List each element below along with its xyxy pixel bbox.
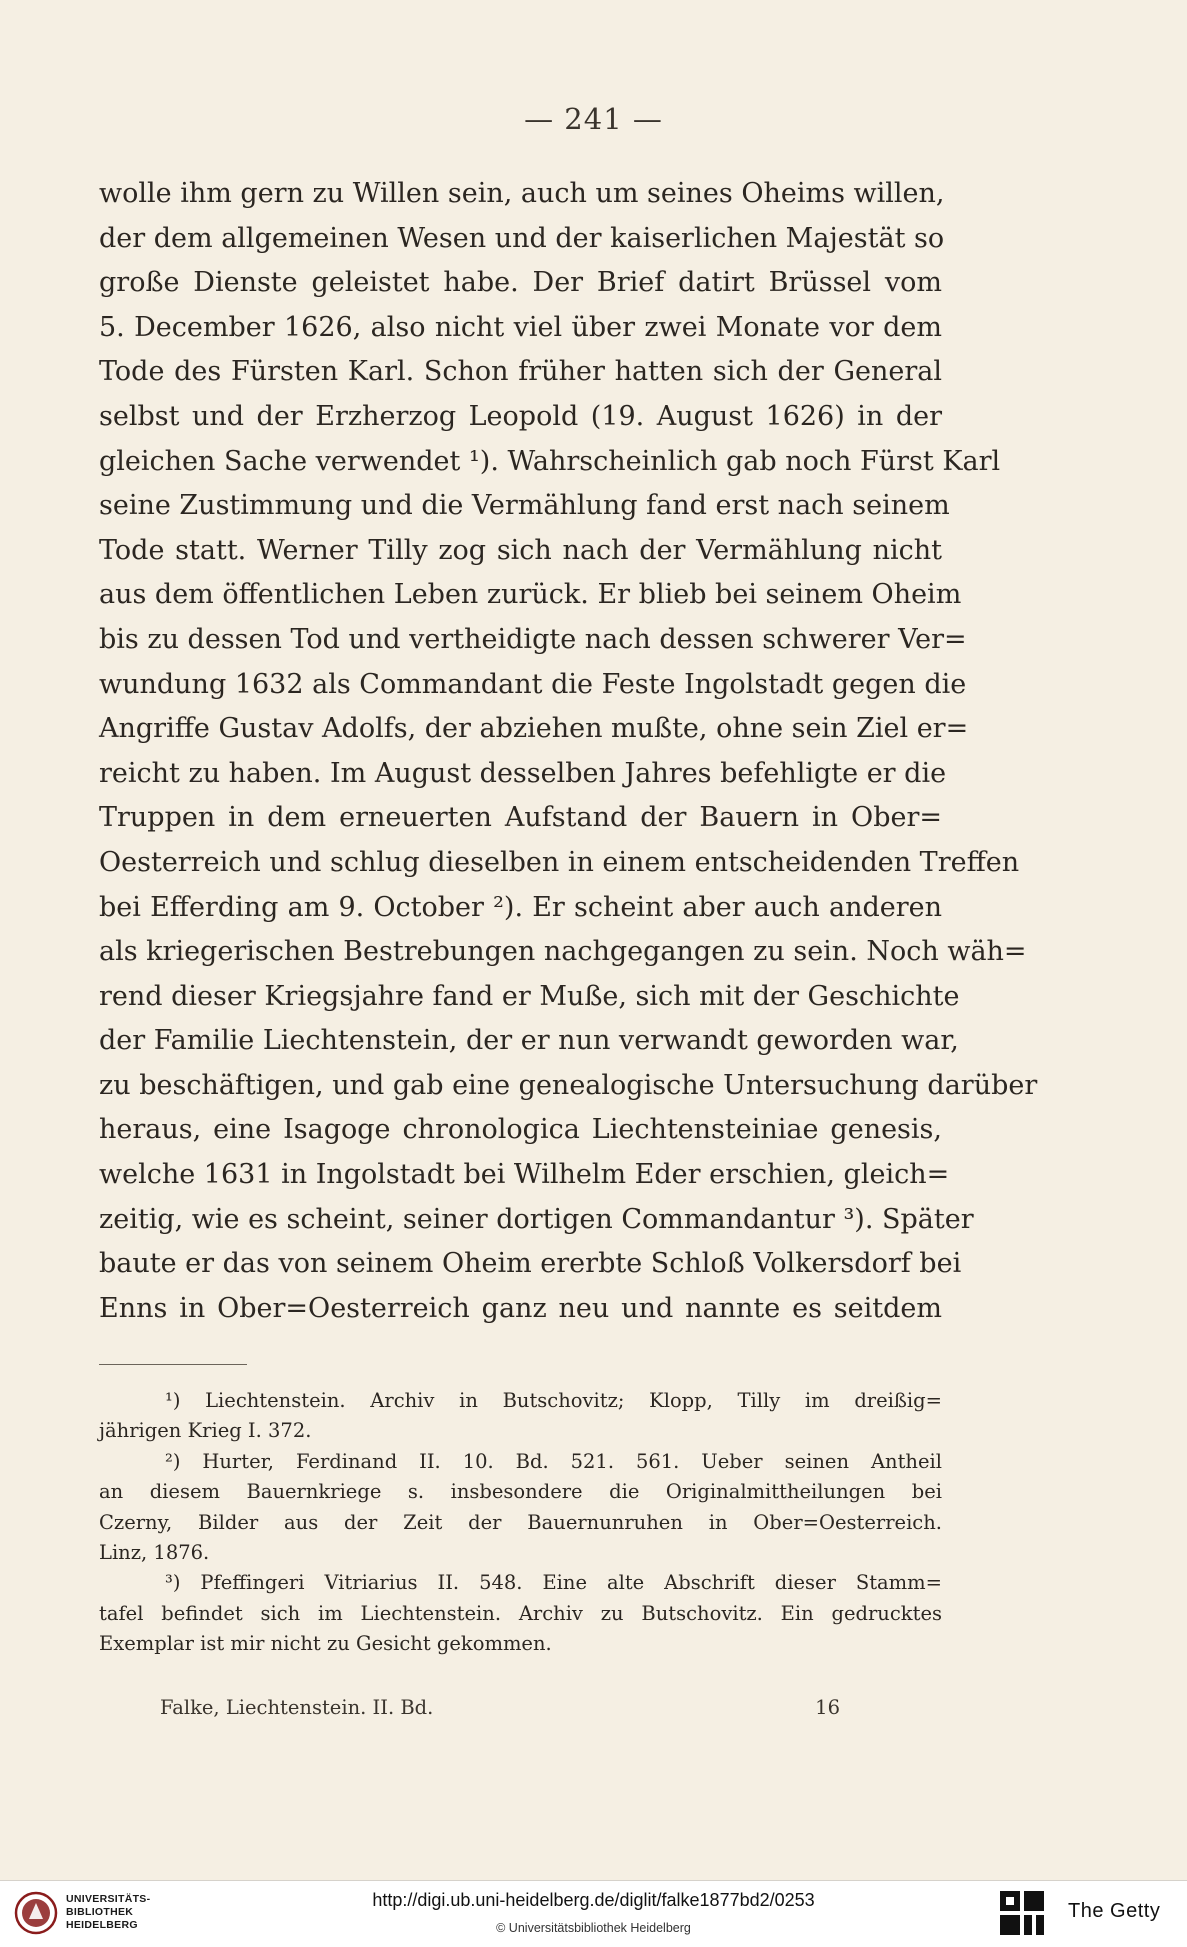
viewer-footer [0, 1880, 1187, 1947]
signature-line [160, 1696, 840, 1719]
footnote-line: ²) Hurter, Ferdinand II. 10. Bd. 521. 561. Ueber seinen Antheil [165, 1449, 942, 1473]
body-line: Enns in Ober=Oesterreich ganz neu und nannte es seitdem [99, 1292, 942, 1324]
body-line: baute er das von seinem Oheim ererbte Schloß Volkersdorf bei [99, 1248, 962, 1280]
body-line: gleichen Sache verwendet ¹). Wahrscheinlich gab noch Fürst Karl [99, 445, 1001, 477]
body-line: als kriegerischen Bestrebungen nachgegangen zu sein. Noch wäh= [99, 936, 1027, 968]
copyright-notice: © Universitätsbibliothek Heidelberg [496, 1921, 691, 1935]
body-line: Oesterreich und schlug dieselben in einem entscheidenden Treffen [99, 846, 1020, 878]
body-line: Tode des Fürsten Karl. Schon früher hatten sich der General [99, 356, 942, 388]
body-line: selbst und der Erzherzog Leopold (19. August 1626) in der [99, 400, 942, 432]
signature-title: Falke, Liechtenstein. II. Bd. [160, 1696, 434, 1719]
footnote-line: Exemplar ist mir nicht zu Gesicht gekommen. [99, 1632, 552, 1656]
footnote-line: ¹) Liechtenstein. Archiv in Butschovitz; Klopp, Tilly im dreißig= [165, 1389, 942, 1412]
body-line: wolle ihm gern zu Willen sein, auch um seines Oheims willen, [99, 178, 945, 209]
partner-name: The Getty [1068, 1900, 1161, 1922]
body-line: heraus, eine Isagoge chronologica Liechtensteiniae genesis, [99, 1114, 942, 1146]
body-line: Tode statt. Werner Tilly zog sich nach der Vermählung nicht [99, 534, 942, 566]
library-name-line: HEIDELBERG [66, 1919, 138, 1931]
footnote-line: Czerny, Bilder aus der Zeit der Bauernunruhen in Ober=Oesterreich. [99, 1510, 942, 1534]
getty-logo-icon [998, 1889, 1046, 1937]
library-name-line: UNIVERSITÄTS- [66, 1893, 151, 1905]
footnote-line: Linz, 1876. [99, 1540, 210, 1564]
footnote-line: jährigen Krieg I. 372. [99, 1419, 312, 1443]
body-line: Truppen in dem erneuerten Aufstand der Bauern in Ober= [99, 802, 942, 834]
body-line: zu beschäftigen, und gab eine genealogische Untersuchung darüber [99, 1069, 1038, 1101]
body-line: bei Efferding am 9. October ²). Er scheint aber auch anderen [99, 891, 942, 923]
footnotes [99, 1386, 942, 1660]
footnote-line: ³) Pfeffingeri Vitriarius II. 548. Eine alte Abschrift dieser Stamm= [165, 1571, 942, 1595]
body-line: 5. December 1626, also nicht viel über zwei Monate vor dem [99, 311, 942, 343]
footnote-divider [99, 1364, 247, 1365]
body-line: große Dienste geleistet habe. Der Brief datirt Brüssel vom [99, 267, 942, 299]
body-text [99, 172, 1038, 1331]
body-line: welche 1631 in Ingolstadt bei Wilhelm Eder erschien, gleich= [99, 1159, 950, 1191]
body-line: zeitig, wie es scheint, seiner dortigen Commandantur ³). Später [99, 1203, 974, 1235]
body-line: reicht zu haben. Im August desselben Jahres befehligte er die [99, 757, 947, 789]
footnote-line: tafel befindet sich im Liechtenstein. Archiv zu Butschovitz. Ein gedrucktes [99, 1601, 942, 1625]
body-line: seine Zustimmung und die Vermählung fand erst nach seinem [99, 490, 950, 522]
body-line: Angriffe Gustav Adolfs, der abziehen mußte, ohne sein Ziel er= [99, 713, 969, 745]
body-line: rend dieser Kriegsjahre fand er Muße, sich mit der Geschichte [99, 980, 960, 1012]
body-line: bis zu dessen Tod und vertheidigte nach dessen schwerer Ver= [99, 623, 967, 655]
body-line: der Familie Liechtenstein, der er nun verwandt geworden war, [99, 1025, 959, 1057]
library-name-line: BIBLIOTHEK [66, 1906, 134, 1918]
page-number: — 241 — [524, 102, 663, 136]
body-line: wundung 1632 als Commandant die Feste Ingolstadt gegen die [99, 668, 967, 700]
sheet-number: 16 [815, 1696, 840, 1719]
footnote-line: an diesem Bauernkriege s. insbesondere die Originalmittheilungen bei [99, 1480, 942, 1504]
body-line: aus dem öffentlichen Leben zurück. Er blieb bei seinem Oheim [99, 579, 962, 611]
permalink-url[interactable]: http://digi.ub.uni-heidelberg.de/diglit/falke1877bd2/0253 [372, 1890, 815, 1910]
body-line: der dem allgemeinen Wesen und der kaiserlichen Majestät so [99, 222, 945, 254]
